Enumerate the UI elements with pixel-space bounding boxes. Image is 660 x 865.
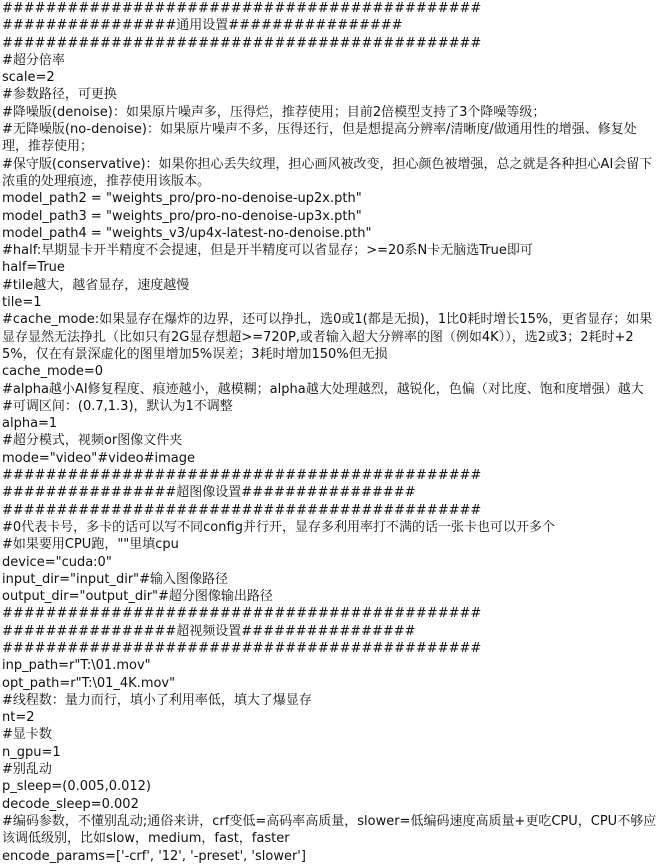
config-line: model_path3 = "weights_pro/pro-no-denoise-up3x.pth"	[2, 208, 362, 224]
config-line: ############################################	[2, 640, 482, 656]
config-line: #编码参数，不懂别乱动;通俗来讲，crf变低=高码率高质量，slower=低编码速度高质量+更吃CPU，CPU不够应该调低级别，比如slow，medium，fast，faster	[2, 813, 657, 847]
config-line: inp_path=r"T:\01.mov"	[2, 658, 151, 674]
config-line: #tile越大，越省显存，速度越慢	[2, 277, 190, 293]
config-line: alpha=1	[2, 416, 58, 432]
config-line: ############################################	[2, 35, 482, 51]
config-line: input_dir="input_dir"#输入图像路径	[2, 571, 229, 587]
config-line: n_gpu=1	[2, 744, 61, 760]
config-line: #无降噪版(no-denoise)：如果原片噪声不多，压得还行，但是想提高分辨率/清晰度/做通用性的增强、修复处理，推荐使用；	[2, 122, 637, 155]
config-line: #cache_mode:如果显存在爆炸的边界，还可以挣扎，选0或1(都是无损)，1比0耗时增长15%，更省显存；如果显存显然无法挣扎（比如只有2G显存想超>=720P,或者输入超大分辨率的图（例如4K）），选2或3；2耗时+25%，仅在有景深虚化的图里增加5%误差；3耗时增加150%但无损	[2, 312, 653, 362]
config-line: #线程数：量力而行，填小了利用率低，填大了爆显存	[2, 692, 312, 708]
config-line: nt=2	[2, 710, 35, 726]
config-line: half=True	[2, 260, 65, 276]
config-line: output_dir="output_dir"#超分图像输出路径	[2, 589, 273, 605]
config-line: device="cuda:0"	[2, 554, 112, 570]
config-line: opt_path=r"T:\01_4K.mov"	[2, 675, 176, 691]
config-document	[2, 0, 658, 865]
config-line: mode="video"#video#image	[2, 450, 196, 466]
config-line: p_sleep=(0.005,0.012)	[2, 779, 151, 795]
config-line: cache_mode=0	[2, 364, 104, 380]
config-line: ############################################	[2, 1, 482, 16]
config-line: ################超视频设置################	[2, 623, 416, 639]
config-line: ################超图像设置################	[2, 485, 416, 501]
config-line: #显卡数	[2, 727, 52, 743]
config-line: #保守版(conservative)：如果你担心丢失纹理，担心画风被改变，担心颜色被增强，总之就是各种担心AI会留下浓重的处理痕迹，推荐使用该版本。	[2, 156, 653, 189]
config-line: #超分模式，视频or图像文件夹	[2, 433, 183, 449]
config-line: #alpha越小AI修复程度、痕迹越小，越模糊；alpha越大处理越烈，越锐化，色偏（对比度、饱和度增强）越大	[2, 381, 644, 397]
config-line: #超分倍率	[2, 52, 65, 68]
config-line: ############################################	[2, 606, 482, 622]
config-line: scale=2	[2, 70, 55, 86]
config-line: #别乱动	[2, 762, 52, 778]
config-line: encode_params=['-crf', '12', '-preset', 'slower']	[2, 848, 306, 864]
config-line: model_path2 = "weights_pro/pro-no-denoise-up2x.pth"	[2, 191, 362, 207]
config-line: #如果要用CPU跑，""里填cpu	[2, 537, 179, 553]
config-line: #half:早期显卡开半精度不会提速，但是开半精度可以省显存；>=20系N卡无脑选True即可	[2, 243, 533, 259]
config-line: #可调区间：(0.7,1.3)，默认为1不调整	[2, 398, 233, 414]
config-line: decode_sleep=0.002	[2, 796, 139, 812]
config-line: #降噪版(denoise)：如果原片噪声多，压得烂，推荐使用；目前2倍模型支持了3个降噪等级；	[2, 104, 546, 120]
config-line: ############################################	[2, 468, 482, 484]
config-line: #0代表卡号，多卡的话可以写不同config并行开，显存多利用率打不满的话一张卡也可以开多个	[2, 519, 555, 535]
config-line: model_path4 = "weights_v3/up4x-latest-no-denoise.pth"	[2, 225, 372, 241]
config-line: tile=1	[2, 295, 42, 311]
config-line: #参数路径，可更换	[2, 87, 117, 103]
config-line: ############################################	[2, 502, 482, 518]
config-line: ################通用设置################	[2, 18, 403, 34]
